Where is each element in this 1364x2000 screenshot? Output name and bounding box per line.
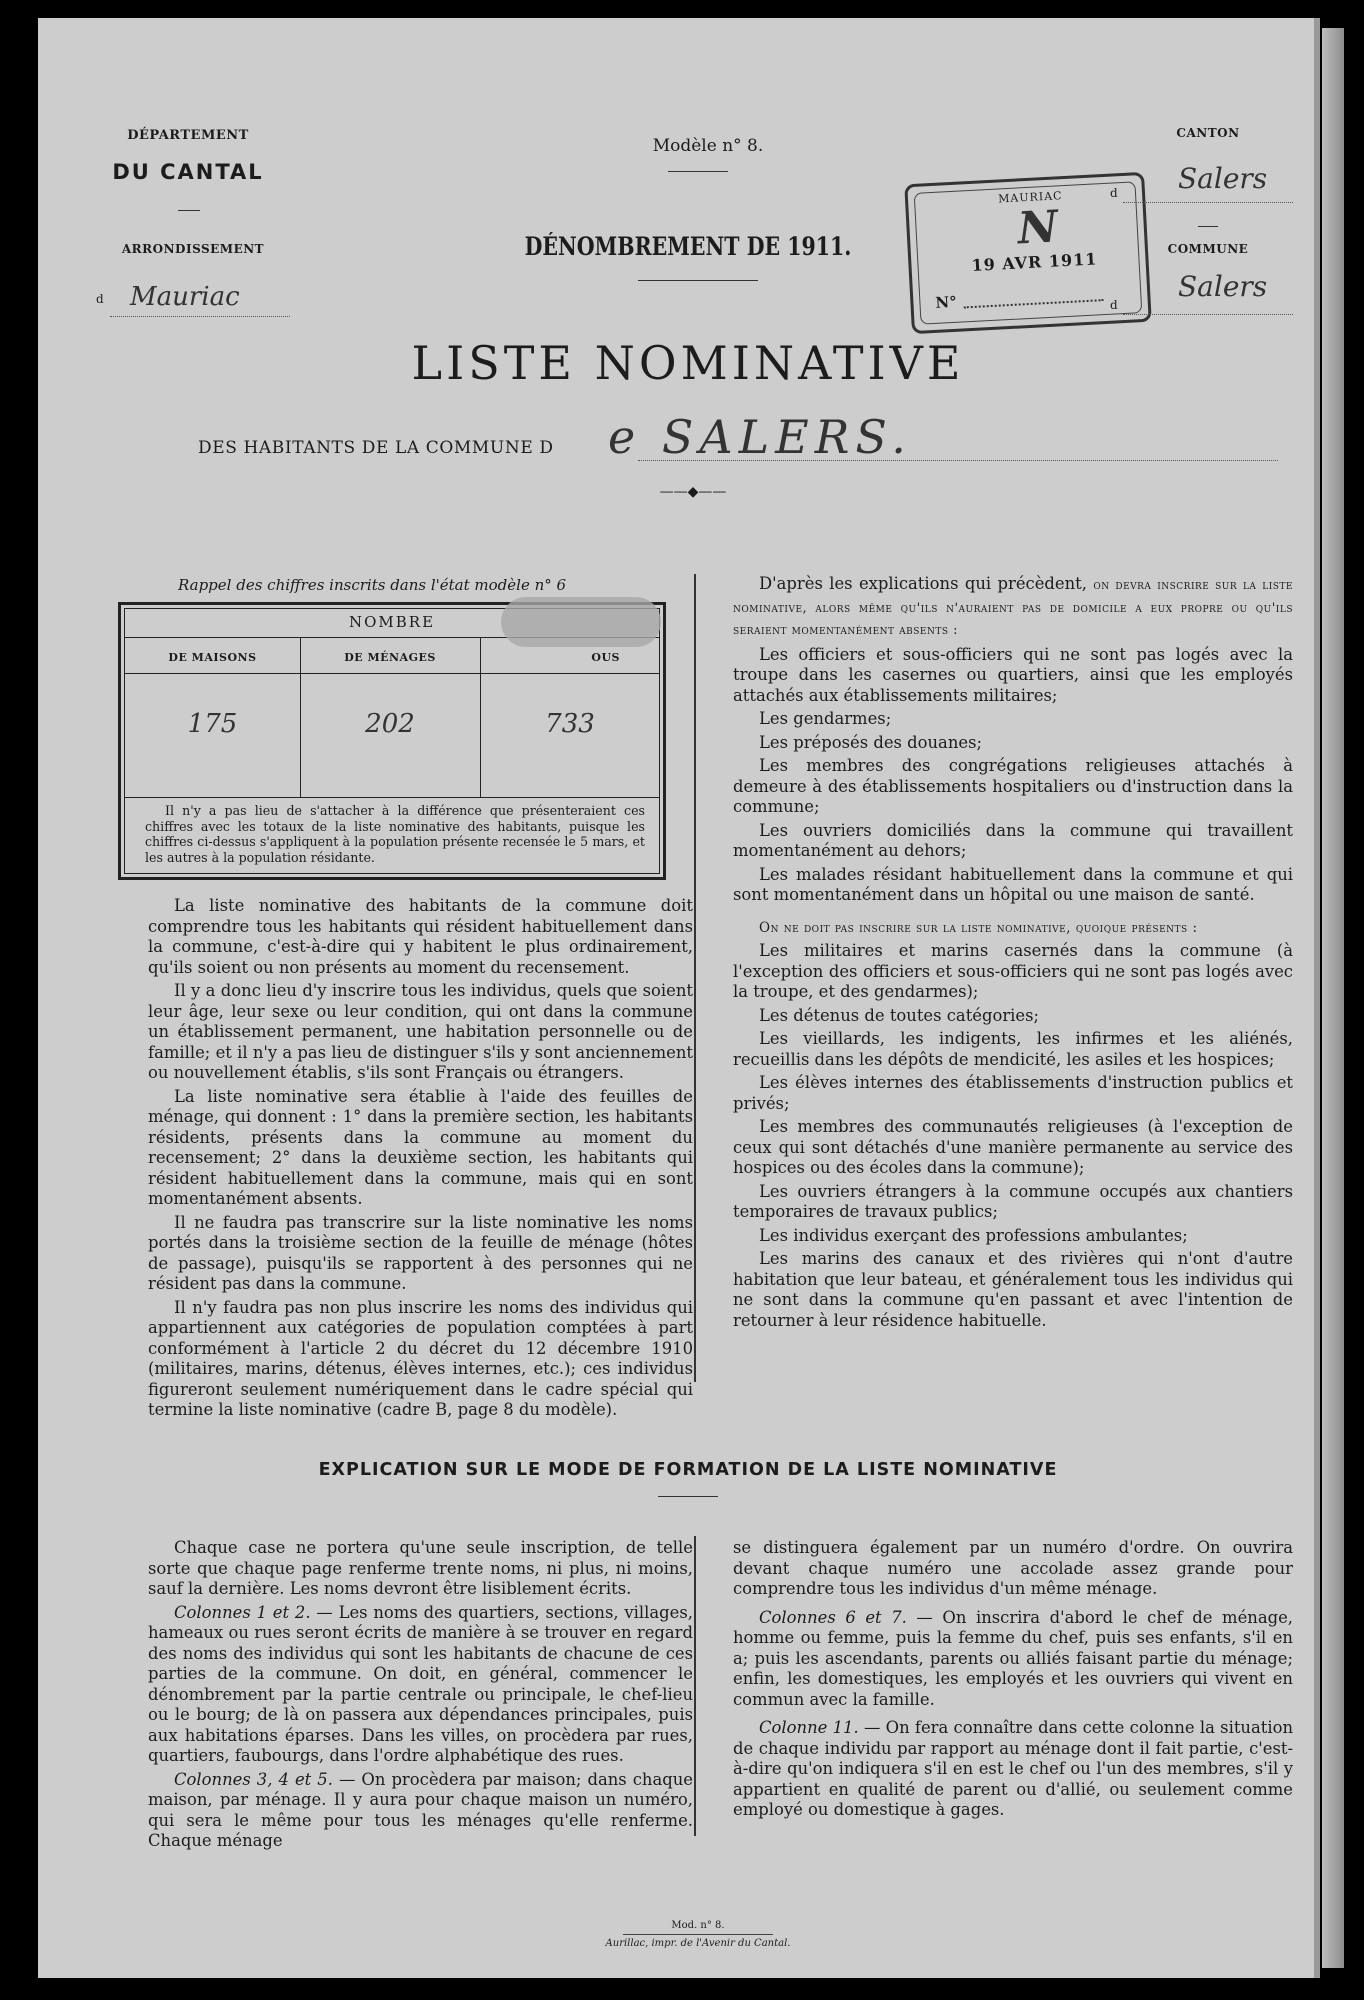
explication-paragraph bbox=[148, 1770, 693, 1852]
explication-label: Colonnes 3, 4 et 5. bbox=[174, 1769, 333, 1789]
explication-text: se distinguera également par un numéro d'ordre. On ouvrira devant chaque numéro une accolade assez grande pour comprendre tous les individus d'un même ménage. bbox=[733, 1538, 1293, 1598]
rappel-caption: Rappel des chiffres inscrits dans l'état modèle n° 6 bbox=[178, 576, 567, 594]
list-item: Les officiers et sous-officiers qui ne sont pas logés avec la troupe dans les casernes ou quartiers, ainsi que les employés attachés aux établissements militaires; bbox=[733, 644, 1293, 705]
list-item: Les membres des communautés religieuses (à l'exception de ceux qui sont détachés d'une manière permanente au service des hospices ou des écoles dans la commune); bbox=[733, 1117, 1293, 1177]
left-paragraph: La liste nominative des habitants de la commune doit comprendre tous les habitants qui résident habituellement dans la commune, c'est-à-dire qui y habitent le plus ordinairement, qu'ils soient ou non présents au moment du recensement. bbox=[148, 896, 693, 977]
nombre-heading: NOMBRE bbox=[348, 613, 436, 631]
right-intro-smallcaps: on devra inscrire sur la liste nominative, alors même qu'ils n'auraient pas de domicile a eux propre ou qu'ils seraient momentanément absents : bbox=[733, 578, 1293, 638]
divider bbox=[658, 1496, 718, 1497]
left-paragraph: Il ne faudra pas transcrire sur la liste nominative les noms portés dans la troisième section de la feuille de ménage (hôtes de passage), puisqu'ils se rapportent à des personnes qui ne résident pas dans la commune. bbox=[148, 1212, 693, 1293]
list-item: Les préposés des douanes; bbox=[759, 732, 983, 752]
explication-paragraph bbox=[733, 1718, 1293, 1821]
explication-text: — Les noms des quartiers, sections, villages, hameaux ou rues seront écrits de manière à se trouver en regard des noms des individus qui sont les habitants de chacune de ces parties de la commune. On doit, en général, commencer le dénombrement par la partie centrale ou principale, le chef-lieu ou le bourg; de là on passera aux dépendances principales, puis aux habitations éparses. Dans les villes, on procèdera par rues, quartiers, faubourgs, dans l'ordre alphabétique des rues. bbox=[148, 1602, 693, 1765]
stamp-top-text: MAURIAC bbox=[997, 189, 1063, 206]
explication-label: Colonne 11. bbox=[759, 1718, 859, 1737]
commune-prefix: d bbox=[1110, 298, 1118, 312]
right-intro bbox=[733, 574, 1293, 642]
stamp-handwritten: N bbox=[1016, 201, 1060, 255]
value-maisons: 175 bbox=[187, 709, 238, 739]
right-column bbox=[733, 574, 1293, 1334]
stamp-number-label: N° bbox=[935, 292, 958, 312]
canton-label: CANTON bbox=[1176, 126, 1240, 140]
stamp-dotted-line bbox=[964, 299, 1104, 308]
right-intro-text: D'après les explications qui précèdent, bbox=[759, 574, 1094, 593]
dotted-line bbox=[110, 316, 290, 317]
col-total: OUS bbox=[591, 651, 620, 664]
list-item: Les individus exerçant des professions ambulantes; bbox=[759, 1225, 1188, 1245]
divider bbox=[125, 673, 659, 674]
right-intro-2: On ne doit pas inscrire sur la liste nominative, quoique présents : bbox=[759, 919, 1198, 936]
departement-value: DU CANTAL bbox=[112, 160, 264, 184]
canton-handwritten: Salers bbox=[1178, 162, 1268, 195]
divider bbox=[668, 171, 728, 172]
explication-paragraph bbox=[733, 1538, 1293, 1600]
list-item: Les militaires et marins casernés dans la commune (à l'exception des officiers et sous-officiers qui ne sont pas logés avec la troupe, et des gendarmes); bbox=[733, 941, 1293, 1001]
divider bbox=[178, 210, 200, 211]
explication-right bbox=[733, 1538, 1293, 1824]
left-paragraph: Il y a donc lieu d'y inscrire tous les individus, quels que soient leur âge, leur sexe ou leur condition, qui ont dans la commune un établissement permanent, une habitation personnelle ou de famille; et il n'y a pas lieu de distinguer s'ils y sont anciennement ou nouvellement établis, s'ils sont Français ou étrangers. bbox=[148, 981, 693, 1082]
list-item: Les vieillards, les indigents, les infirmes et les aliénés, recueillis dans les dépôts de mendicité, les asiles et les hospices; bbox=[733, 1029, 1293, 1069]
subtitle: DES HABITANTS DE LA COMMUNE D bbox=[198, 438, 554, 458]
explication-paragraph bbox=[148, 1538, 693, 1600]
value-total: 733 bbox=[545, 709, 595, 739]
explication-text: Chaque case ne portera qu'une seule inscription, de telle sorte que chaque page renferme trente noms, ni plus, ni moins, sauf la dernière. Les noms devront être lisiblement écrits. bbox=[148, 1538, 693, 1598]
explication-title: EXPLICATION SUR LE MODE DE FORMATION DE LA LISTE NOMINATIVE bbox=[318, 1460, 1058, 1480]
footer-printer: Aurillac, impr. de l'Avenir du Cantal. bbox=[605, 1938, 791, 1949]
commune-label: COMMUNE bbox=[1167, 242, 1249, 256]
divider bbox=[638, 280, 758, 281]
explication-text: — On fera connaître dans cette colonne la situation de chaque individu par rapport au ménage dont il fait partie, c'est-à-dire qu'on indiquera s'il en est le chef ou l'un des membres, s'il y appartient en qualité de parent ou d'allié, ou seulement comme employé ou domestique à gages. bbox=[733, 1718, 1293, 1819]
list-item: Les ouvriers étrangers à la commune occupés aux chantiers temporaires de travaux publics; bbox=[733, 1181, 1293, 1221]
divider bbox=[1198, 226, 1218, 227]
left-paragraph: La liste nominative sera établie à l'aide des feuilles de ménage, qui donnent : 1° dans la première section, les habitants résidents, présents dans la commune au moment du recensement; 2° dans la deuxième section, les habitants qui résident habituellement dans la commune, mais qui en sont momentanément absents. bbox=[148, 1086, 693, 1208]
departement-label: DÉPARTEMENT bbox=[127, 128, 249, 143]
dotted-line bbox=[638, 460, 1278, 461]
explication-paragraph bbox=[733, 1608, 1293, 1711]
list-item: Les marins des canaux et des rivières qui n'ont d'autre habitation que leur bateau, et généralement tous les individus qui ne sont dans la commune qu'en passant et avec l'intention de retourner à leur résidence habituelle. bbox=[733, 1249, 1293, 1330]
list-item: Les malades résidant habituellement dans la commune et qui sont momentanément dans un hôpital ou une maison de santé. bbox=[733, 864, 1293, 904]
ink-smudge bbox=[501, 597, 661, 647]
explication-left bbox=[148, 1538, 693, 1855]
col-menages: DE MÉNAGES bbox=[344, 651, 436, 664]
column-divider bbox=[694, 1536, 696, 1836]
rappel-box bbox=[118, 602, 666, 880]
commune-name-handwritten: e SALERS. bbox=[608, 410, 912, 464]
commune-handwritten: Salers bbox=[1178, 270, 1268, 303]
explication-text: — On procèdera par maison; dans chaque maison, par ménage. Il y aura pour chaque maison un numéro, qui sera le même pour tous les ménages qu'elle renferme. Chaque ménage bbox=[148, 1769, 693, 1850]
col-maisons: DE MAISONS bbox=[168, 651, 257, 664]
explication-text: — On inscrira d'abord le chef de ménage, homme ou femme, puis la femme du chef, puis ses enfants, s'il en a; puis les ascendants, parents ou alliés faisant partie du ménage; enfin, les domestiques, les employés et les ouvriers qui vivent en commun avec la famille. bbox=[733, 1607, 1293, 1709]
footer-model: Mod. n° 8. bbox=[671, 1920, 725, 1931]
left-paragraph: Il n'y faudra pas non plus inscrire les noms des individus qui appartiennent aux catégories de population comptées à part conformément à l'article 2 du décret du 12 décembre 1910 (militaires, marins, détenus, élèves internes, etc.); ces individus figureront seulement numériquement dans le cadre spécial qui termine la liste nominative (cadre B, page 8 du modèle). bbox=[148, 1297, 693, 1419]
explication-label: Colonnes 1 et 2. bbox=[174, 1602, 311, 1622]
divider bbox=[125, 797, 659, 798]
list-item: Les ouvriers domiciliés dans la commune qui travaillent momentanément au dehors; bbox=[733, 820, 1293, 860]
left-column bbox=[148, 896, 693, 1424]
list-item: Les détenus de toutes catégories; bbox=[759, 1005, 1040, 1025]
canton-prefix: d bbox=[1110, 186, 1118, 200]
divider bbox=[623, 1934, 773, 1935]
dotted-line bbox=[1123, 202, 1293, 203]
denombrement-title: DÉNOMBREMENT DE 1911. bbox=[524, 232, 852, 261]
modele-label: Modèle n° 8. bbox=[652, 136, 764, 156]
list-item: Les gendarmes; bbox=[759, 709, 892, 728]
page-title: LISTE NOMINATIVE bbox=[411, 336, 965, 390]
explication-paragraph bbox=[148, 1603, 693, 1767]
ornament: ——◆—— bbox=[659, 484, 727, 500]
dotted-line bbox=[1123, 314, 1293, 315]
explication-label: Colonnes 6 et 7. bbox=[759, 1607, 907, 1627]
stamp-date: 19 AVR 1911 bbox=[971, 249, 1098, 275]
value-menages: 202 bbox=[365, 709, 415, 739]
column-divider bbox=[694, 574, 696, 1382]
arrondissement-label: ARRONDISSEMENT bbox=[121, 242, 265, 256]
document-page bbox=[38, 18, 1320, 1978]
list-item: Les élèves internes des établissements d'instruction publics et privés; bbox=[733, 1073, 1293, 1113]
arrondissement-handwritten: Mauriac bbox=[130, 282, 240, 312]
list-item: Les membres des congrégations religieuses attachés à demeure à des établissements hospitaliers ou d'instruction dans la commune; bbox=[733, 756, 1293, 816]
rappel-note: Il n'y a pas lieu de s'attacher à la différence que présenteraient ces chiffres avec les totaux de la liste nominative des habitants, puisque les chiffres ci-dessus s'appliquent à la population présente recensée le 5 mars, et les autres à la population résidante. bbox=[145, 803, 645, 865]
arrondissement-prefix: d bbox=[96, 292, 104, 306]
